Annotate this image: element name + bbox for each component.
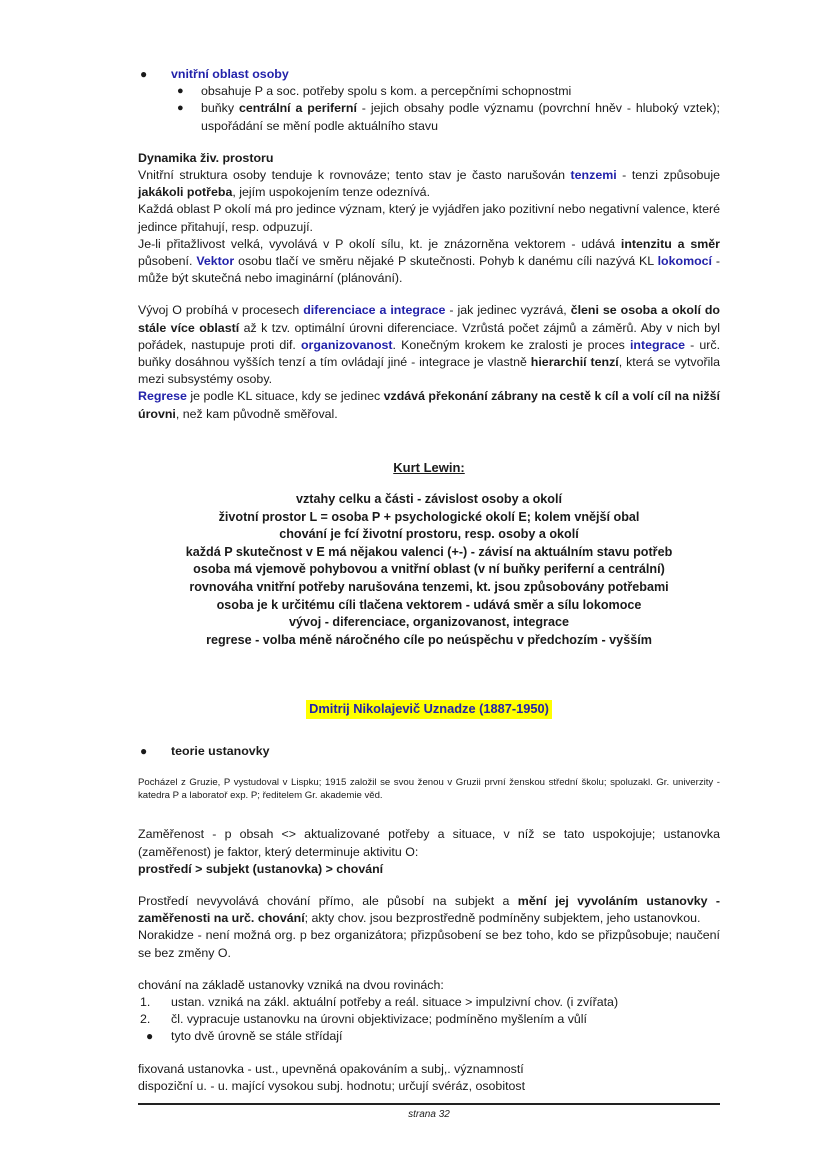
term-regrese: Regrese: [138, 389, 187, 404]
summary-kurt-lewin: [138, 491, 720, 649]
sub-item-emphasis: centrální a periferní: [238, 101, 357, 116]
list-item: [138, 994, 720, 1011]
paragraph-prostredi: [138, 893, 720, 927]
heading-dynamika: Dynamika živ. prostoru: [138, 150, 274, 165]
list-item: [138, 1011, 720, 1028]
list-item: [138, 743, 720, 760]
list-item: [138, 1028, 720, 1045]
paragraph-uznadze-bio: Pocházel z Gruzie, P vystudoval v Lispku; 1915 založil se svou ženou v Gruzii první ženskou střední školu; spoluzakl. Gr. univerzity - katedra P a laboratoř exp. P; ředitelem Gr. akademie věd.: [138, 776, 720, 802]
text-run: - může být skutečná nebo imaginární (plánování).: [138, 254, 720, 286]
paragraph-vyvoj-1: [138, 302, 720, 388]
summary-line: každá P skutečnost v E má nějakou valenci (+-) - závisí na aktuálním stavu potřeb: [185, 544, 673, 559]
page-content: [138, 66, 720, 1095]
term-diferenciace-integrace: diferenciace a integrace: [303, 303, 446, 318]
term-lokomoci: lokomocí: [657, 254, 712, 269]
list-item: [138, 66, 720, 135]
summary-line: regrese - volba méně náročného cíle po neúspěchu v předchozím - vyšším: [206, 632, 652, 647]
paragraph-vyvoj-2: [138, 388, 720, 422]
summary-line: vztahy celku a části - závislost osoby a okolí: [296, 492, 562, 507]
emphasis-hierarchii-tenzi: hierarchií tenzí: [530, 355, 619, 370]
heading-kurt-lewin: Kurt Lewin:: [393, 459, 465, 475]
formula-prostredi-subjekt-chovani: prostředí > subjekt (ustanovka) > chování: [138, 861, 384, 876]
text-run: - tenzi způsobuje: [616, 168, 720, 183]
text-run: je podle KL situace, kdy se jedinec: [186, 389, 384, 404]
paragraph-dynamika-2: Každá oblast P okolí má pro jedince význam, který je vyjádřen jako pozitivní nebo negativní valence, které jedince přitahují, resp. odpuzují.: [138, 202, 720, 234]
text-run: ; akty chov. jsou bezprostředně podmíněny subjektem, jeho ustanovkou.: [304, 911, 701, 926]
sublist-inner-area: [171, 83, 720, 135]
list-marker: 2.: [140, 1012, 151, 1027]
sub-item-text: obsahuje P a soc. potřeby spolu s kom. a percepčními schopnostmi: [201, 84, 572, 99]
emphasis-meni-jej-vyvolanim: mění jej vyvoláním ustanovky - zaměřenosti na urč. chování: [138, 894, 720, 926]
text-run: Vnitřní struktura osoby tenduje k rovnováze; tento stav je často narušován: [138, 168, 571, 183]
emphasis-vzdava-prekonani: vzdává překonání zábrany na cestě k cíl a volí cíl na nižší úrovni: [138, 389, 720, 421]
text-run: Je-li přitažlivost velká, vyvolává v P okolí sílu, kt. je znázorněna vektorem - udává: [138, 236, 621, 251]
list-item-text: čl. vypracuje ustanovku na úrovni objektivizace; podmíněno myšlením a vůlí: [171, 1012, 587, 1027]
text-run: , která se vytvořila mezi subsystémy osoby.: [138, 355, 721, 387]
heading-uznadze-wrap: [138, 700, 720, 719]
list-marker: 1.: [140, 995, 151, 1010]
footer-divider: [138, 1103, 720, 1105]
paragraph-chovani-intro: chování na základě ustanovky vzniká na dvou rovinách:: [138, 977, 444, 992]
term-organizovanost: organizovanost: [300, 337, 393, 352]
text-run: , jejím uspokojením tenze odeznívá.: [232, 185, 431, 200]
text-run: - jak jedinec vyzrává,: [445, 303, 571, 318]
text-run: - urč. buňky dosáhnou vyšších tenzí a tím ovládají jiné - integrace je vlastně: [138, 337, 721, 370]
sub-item-prefix: buňky: [201, 101, 239, 116]
heading-uznadze: Dmitrij Nikolajevič Uznadze (1887-1950): [306, 700, 552, 719]
list-item: [171, 100, 720, 134]
text-run: . Konečným krokem ke zralosti je proces: [392, 337, 630, 352]
term-tenzemi: tenzemi: [570, 168, 617, 183]
summary-line: osoba má vjemově pohybovou a vnitřní oblast (v ní buňky periferní a centrální): [193, 562, 665, 577]
text-run: Vývoj O probíhá v procesech: [138, 303, 304, 318]
term-integrace: integrace: [629, 337, 686, 352]
emphasis-jakakoli-potreba: jakákoli potřeba: [138, 185, 233, 200]
list-item-text: ustan. vzniká na zákl. aktuální potřeby a reál. situace > impulzivní chov. (i zvířata): [171, 995, 619, 1010]
list-chovani-roviny: [138, 994, 720, 1046]
bullet-icon: ●: [140, 67, 148, 81]
summary-line: životní prostor L = osoba P + psychologické okolí E; kolem vnější obal: [218, 509, 640, 524]
page-number: strana 32: [408, 1109, 450, 1120]
text-run: , než kam původně směřoval.: [175, 406, 338, 421]
sub-item-suffix: - jejich obsahy podle významu (povrchní hněv - hluboký vztek); uspořádání se mění podle aktuálního stavu: [201, 101, 720, 133]
emphasis-cleni-se-osoba: členi se osoba a okolí do stále více oblastí: [138, 303, 721, 335]
paragraph-zamerenost: Zaměřenost - p obsah <> aktualizované potřeby a situace, v níž se tato uspokojuje; ustanovka (zaměřenost) je faktor, který determinuje aktivitu O:: [138, 827, 720, 859]
paragraph-fixovana-ustanovka: fixovaná ustanovka - ust., upevněná opakováním a subj,. významností: [138, 1061, 524, 1076]
list-inner-area: [138, 66, 720, 135]
page-footer: [138, 1103, 720, 1120]
text-run: až k tzv. optimální úrovni diferenciace. Vzrůstá počet zájmů a záměrů. Aby v nich byl pořádek, nastupuje proti dif.: [138, 320, 720, 352]
bullet-icon: ●: [177, 85, 184, 98]
summary-line: rovnováha vnitřní potřeby narušována tenzemi, kt. jsou způsobovány potřebami: [189, 580, 669, 595]
paragraph-norakidze: Norakidze - není možná org. p bez organizátora; přizpůsobení se bez toho, kdo se přizpůsobuje; naučení se bez změny O.: [138, 928, 720, 960]
list-teorie-ustanovky: [138, 743, 720, 760]
bullet-icon: ●: [177, 102, 184, 115]
paragraph-dynamika-1: [138, 167, 720, 201]
bullet-icon: ●: [140, 744, 148, 759]
paragraph-dispozicni-ustanovka: dispoziční u. - u. mající vysokou subj. hodnotu; určují svéráz, osobitost: [138, 1078, 526, 1093]
bullet-teorie-ustanovky: teorie ustanovky: [171, 744, 270, 759]
bullet-icon: ●: [146, 1029, 154, 1044]
paragraph-dynamika-3: [138, 236, 720, 288]
list-item-text: tyto dvě úrovně se stále střídají: [171, 1029, 343, 1044]
heading-inner-area: vnitřní oblast osoby: [171, 67, 289, 81]
summary-line: chování je fcí životní prostoru, resp. osoby a okolí: [279, 527, 579, 542]
text-run: působení.: [138, 254, 197, 269]
text-run: osobu tlačí ve směru nějaké P skutečnosti. Pohyb k danému cíli nazývá KL: [234, 254, 658, 269]
term-vektor: Vektor: [196, 254, 235, 269]
summary-line: osoba je k určitému cíli tlačena vektorem - udává směr a sílu lokomoce: [216, 597, 642, 612]
text-run: Prostředí nevyvolává chování přímo, ale působí na subjekt a: [138, 894, 518, 909]
emphasis-intenzitu-smer: intenzitu a směr: [620, 236, 720, 251]
list-item: [171, 83, 720, 100]
summary-line: vývoj - diferenciace, organizovanost, integrace: [289, 615, 569, 630]
